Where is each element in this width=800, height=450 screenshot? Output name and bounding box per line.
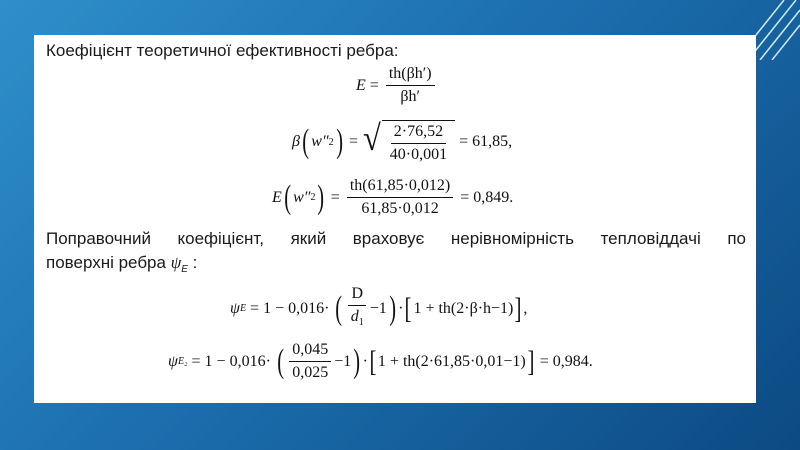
f5-tail: = 0,984. — [539, 352, 593, 370]
heading-text: Коефіцієнт теоретичної ефективності ребра: — [46, 41, 399, 60]
f5-eq: = 1 − 0,016· — [191, 352, 271, 370]
f4-numerator: D — [348, 285, 366, 306]
f5-dot: · — [362, 352, 368, 370]
f2-eq: = — [348, 133, 358, 150]
f3-numerator: th(61,85·0,012) — [347, 177, 453, 198]
correction-text-line2 — [46, 251, 746, 282]
f5-rbracket: ] — [527, 344, 535, 378]
f4-minus1: −1 — [369, 299, 387, 317]
f4-lhs: ψ — [230, 299, 240, 317]
f1-numerator: th(βh′) — [386, 65, 435, 86]
f3-result: = 0,849. — [460, 188, 514, 206]
f4-bracket-content: 1 + th(2·β·h−1) — [413, 299, 514, 317]
f4-den-var: d — [350, 308, 359, 325]
f3-denominator: 61,85·0,012 — [361, 200, 439, 217]
f3-lhs: E — [272, 188, 282, 206]
formula-efficiency-general — [356, 65, 438, 106]
f2-beta: β — [292, 133, 300, 150]
psi-symbol-sub: E — [181, 264, 188, 275]
f2-rparen: ) — [335, 123, 343, 160]
f4-lparen: ( — [335, 289, 343, 327]
formula-psi-value — [168, 341, 597, 382]
f5-lbracket: [ — [369, 344, 377, 378]
f5-fraction — [289, 341, 331, 382]
f2-denominator: 40·0,001 — [389, 146, 448, 163]
f1-fraction — [386, 65, 435, 106]
f2-fraction — [387, 123, 450, 164]
correction-text-line2-text: поверхні ребра — [46, 253, 171, 272]
f4-den-sub: 1 — [358, 317, 364, 328]
correction-text-line1: Поправочний коефіцієнт, який враховує нерівномірність тепловіддачі по — [46, 229, 746, 248]
f5-minus1: −1 — [334, 352, 352, 370]
formula-efficiency-value — [272, 177, 517, 218]
f1-denominator: βh′ — [400, 88, 420, 105]
f3-arg-sub: 2 — [310, 192, 316, 203]
f5-lparen: ( — [277, 342, 284, 380]
f5-lhs: ψ — [168, 352, 178, 370]
f5-bracket-content: 1 + th(2·61,85·0,01−1) — [377, 352, 526, 370]
f4-dot: · — [398, 299, 404, 317]
f5-lhs-sub: E₂ — [177, 356, 188, 367]
f1-eq: = — [369, 76, 379, 94]
f3-rparen: ) — [317, 178, 325, 216]
sqrt-icon: √ — [362, 118, 381, 158]
f4-eq: = 1 − 0,016· — [250, 299, 330, 317]
f2-sqrt — [362, 120, 455, 164]
slide-panel — [34, 35, 756, 403]
formula-beta — [292, 120, 516, 164]
f4-rparen: ) — [389, 289, 396, 327]
psi-symbol: ψ — [170, 253, 182, 272]
f4-denominator — [348, 306, 367, 332]
f2-result: = 61,85, — [459, 133, 513, 150]
f4-rbracket: ] — [514, 291, 522, 325]
f5-rparen: ) — [353, 342, 361, 380]
f5-denominator: 0,025 — [292, 364, 329, 381]
f4-lbracket: [ — [404, 291, 412, 325]
f3-lparen: ( — [284, 178, 291, 216]
f4-fraction — [348, 285, 367, 332]
f2-arg: w″ — [311, 133, 329, 150]
f3-eq: = — [330, 188, 340, 206]
correction-colon: : — [187, 253, 198, 272]
f2-numerator: 2·76,52 — [391, 123, 446, 144]
f2-lparen: ( — [302, 123, 310, 160]
f4-tail: , — [523, 299, 528, 317]
f1-lhs: E — [356, 76, 366, 94]
f5-numerator: 0,045 — [289, 341, 331, 362]
f3-arg: w″ — [293, 188, 311, 206]
f4-lhs-sub: E — [239, 303, 247, 314]
f2-arg-sub: 2 — [328, 136, 334, 148]
formula-psi-general — [230, 285, 527, 332]
f3-fraction — [347, 177, 453, 218]
f2-sqrt-body — [382, 120, 455, 164]
